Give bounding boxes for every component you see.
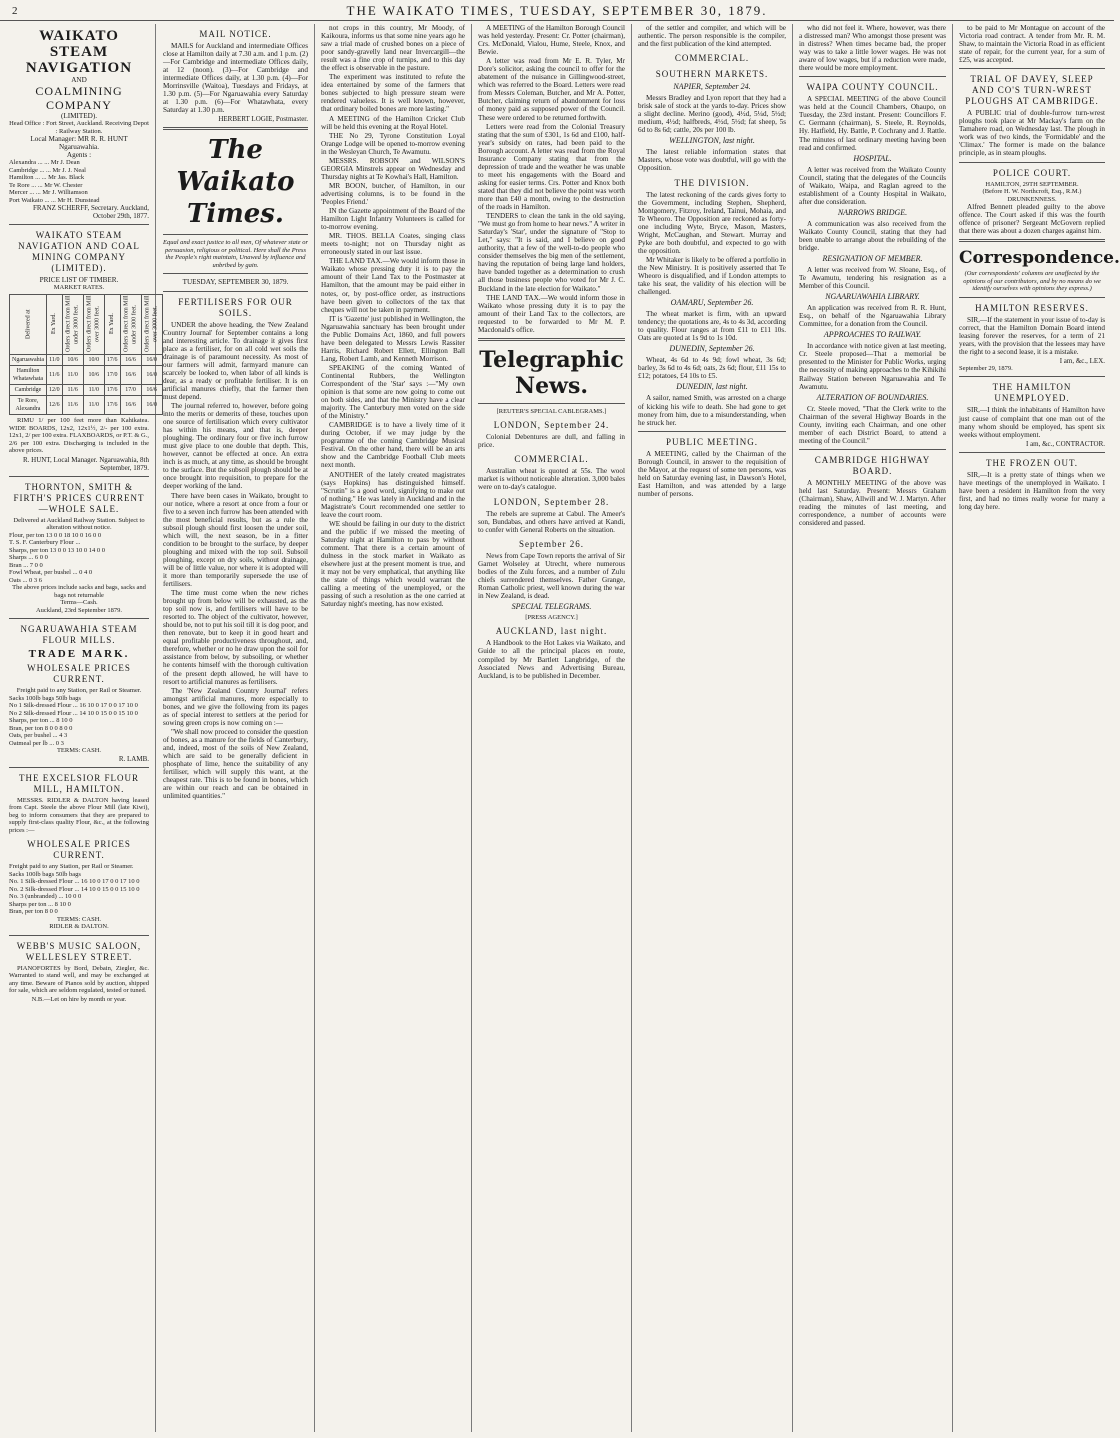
timber-price-table <box>9 294 163 415</box>
price-line: No. 2 Silk-dressed Flour ... 14 10 0 15 0 0 15 10 0 <box>9 885 140 893</box>
article-paragraph: UNDER the above heading, the 'New Zealand Country Journal' for September contains a long and interesting article. To drainage it gives first place as a fertiliser, for on all cold wet soils the drainage is of paramount necessity. As most of our farmers will admit, farmyard manure can scarcely be looked to, when labor of all kinds is dear, as a ready or profitable fertiliser. It is on artificial manures chiefly, that the farmer then must depend. <box>163 320 308 401</box>
letter-paragraph: SIR,—It is a pretty state of things when we have meetings of the unemployed in Waikato. I have been a resident in Hamilton from the very first, and had no times really worse for many a long day here. <box>959 470 1105 511</box>
news-item: CAMBRIDGE is to have a lively time of it during October, if we may judge by the programme of the coming Cambridge Musical Festival. On the other hand, there will be an arts show and the Cambridge Football Club meets next month. <box>321 421 465 470</box>
telegram-paragraph: News from Cape Town reports the arrival of Sir Garnet Wolseley at Utrecht, where numerous bodies of the Zulu forces, and a number of Zulu chiefs surrendered themselves. Father Grange, Roman Catholic priest, well known during the war in New Zealand, is dead. <box>478 551 625 600</box>
telegram-paragraph: The latest reckoning of the cards gives forty to the Government, including Stephen, Shepherd, Montgomery, Fitzroy, Ireland, Tainui, Mohaia, and Te Wheoro. The Opposition are reckoned as forty-one including Wyte, Bryce, Mason, Masters, Wright, McCaughan, and Stewart. Murray and Pyke are both doubtful, and expected to go with the opposition. <box>638 190 786 255</box>
table-row: Cambridge 12/0 11/6 11/0 17/6 17/0 16/6 <box>10 385 163 396</box>
dateline: DUNEDIN, last night. <box>676 382 748 392</box>
section-heading: COMMERCIAL. <box>514 454 589 465</box>
dateline: LONDON, September 24. <box>493 420 610 431</box>
price-line: Flour, per ton 13 0 0 18 10 0 16 0 0 <box>9 531 102 539</box>
price-line: Oats ... 0 3 6 <box>9 576 43 584</box>
article-paragraph: THE LAND TAX.—We would inform those in Waikato whose pressing duty it is to pay the amount of their Land Tax to the collectors, are requested to be forwarded to Mr M. P. Macdonald's office. <box>478 293 625 334</box>
dateline: OAMARU, September 26. <box>670 298 754 308</box>
sub-heading: (Before H. W. Northcroft, Esq., R.M.) <box>982 188 1082 196</box>
ad-signature: R. HUNT, Local Manager. Ngaruawahia, 8th September, 1879. <box>22 455 149 472</box>
telegram-paragraph: The rebels are supreme at Cabul. The Ameer's son, Bundabas, and others have arrived at Kandi, to confer with General Roberts on the situation. <box>478 509 625 534</box>
dateline: September 26. <box>519 538 584 549</box>
agent-line: Cambridge ... ... Mr J. J. Neal <box>9 166 86 174</box>
article-paragraph: The time must come when the new riches brought up from below will be exhausted, as the top soil now is, and fertilisers will have to be resorted to. The object of the cultivator, however, should be, not to put his soil till it is dog poor, and then renovate, but to keep it in good heart and equal profitable productiveness throughout, and, therefore, whether or no he draw upon the soil for assistance from below, by subsoiling, or whether he contents himself with the thorough cultivation of the present depth allowed, he will have to resort to artificial manures as fertilisers. <box>163 589 308 686</box>
price-line: Oats, per bushel ... 4 3 <box>9 732 68 740</box>
article-paragraph: A letter was received from W. Sloane, Esq., of Te Awamutu, tendering his resignation as a Member of this Council. <box>799 266 946 291</box>
price-line: Sharps, per ton ... 8 10 0 <box>9 717 73 725</box>
ad-waikato-steam-sub: COALMINING COMPANY <box>35 84 123 113</box>
ad-limited: (LIMITED). <box>60 112 98 121</box>
section-heading: CAMBRIDGE HIGHWAY BOARD. <box>814 454 931 476</box>
section-heading: POLICE COURT. <box>992 167 1072 178</box>
letter-paragraph: SIR,—If the statement in your issue of to-day is correct, that the Hamilton Domain Board intend leasing forever the reserves, for a term of 21 years, with the provision that the lessees may have the right to a second lease, it is a mistake. <box>959 315 1105 356</box>
ad-waikato-steam-title: WAIKATO STEAM NAVIGATION <box>25 28 133 76</box>
column-4 <box>473 24 630 1432</box>
article-paragraph: The journal referred to, however, before going into the merits or demerits of these, touches upon one source of fertilisation which every cultivator has within his means, and that is, deeper ploughing. The ordinary four or five inch furrow must give place to one double that depth. This, however, cannot be effected at once. An extra inch is as much, at any time, as should be brought to the surface. But the subsoil plough should be at once brought into requisition, to prepare for the deeper working of the land. <box>163 401 308 491</box>
price-line: Bran, per ton 8 0 0 <box>9 908 58 916</box>
ad-excelsior-text: MESSRS. RIDLER & DALTON having leased from Capt. Steele the above Flour Mill (late Kiwi), beg to inform consumers that they are prepared to supply first-class quality Flour, &c., at the following prices :— <box>9 796 149 834</box>
masthead <box>0 3 1114 21</box>
dateline: WELLINGTON, last night. <box>669 136 755 146</box>
section-heading: SPECIAL TELEGRAMS. <box>511 601 592 611</box>
news-item: ANOTHER of the lately created magistrates (says Hopkins) has distinguished himself. "Scrutin" is a good word, signifying to make out of nothing." He was lately in Auckland and in the Magistrate's Court recommended one settler to leave the court room. <box>321 470 465 519</box>
column-5 <box>633 24 791 1432</box>
ad-signature: RIDLER & DALTON. <box>49 923 109 931</box>
article-paragraph: The 'New Zealand Country Journal' refers amongst artificial manures, more especially to bones, and we give the following from its pages as of special interest to settlers at the period for sowing green crops is now coming on :— <box>163 686 308 727</box>
ad-agents-head: Agents : <box>66 151 92 160</box>
table-header: Orders direct from Mill under 3000 feet. <box>120 294 141 354</box>
news-item: IT is 'Gazette' just published in Wellington, the Ngaruawahia sanctuary has been brought under the Public Domains Act, 1860, and full powers have been delegated to Messrs Lewis Rassiter Harris, Richard Robert Ellett, Ellington Ball Lang, Robert Lamb, and Kenneth Morrison. <box>321 314 465 363</box>
ad-date: Auckland, 23rd September 1879. <box>35 606 123 614</box>
price-line: No 2 Silk-dressed Flour ... 14 10 0 15 0 0 15 10 0 <box>9 709 138 717</box>
telegram-paragraph: Mr Whitaker is likely to be offered a portfolio in the New Ministry. It is positively asserted that Te Wheoro is disqualified, and if London attempts to take his seat, the validity of his election will be challenged. <box>638 255 786 297</box>
correspondence-flag: Correspondence. <box>959 248 1120 269</box>
news-item: MR BOON, butcher, of Hamilton, in our advertising columns, is to be found in the 'Peoples Friend.' <box>321 181 465 206</box>
section-heading: SOUTHERN MARKETS. <box>655 69 769 80</box>
sub-heading: DRUNKENNESS. <box>1007 195 1057 203</box>
section-heading: THE DIVISION. <box>674 177 750 188</box>
sub-heading: NARROWS BRIDGE. <box>837 207 908 217</box>
ad-terms: TERMS: CASH. <box>56 747 102 755</box>
sub-heading: HOSPITAL. <box>853 153 892 163</box>
price-line: Fowl Wheat, per bushel ... 0 4 0 <box>9 569 93 577</box>
trade-mark-text: TRADE MARK. <box>28 648 130 661</box>
ad-signature: R. LAMB. <box>118 754 149 763</box>
agent-line: Port Waikato ... ... Mr H. Dunstead <box>9 196 100 204</box>
agent-line: Te Rore ... ... Mr W. Chester <box>9 181 83 189</box>
section-heading: THE HAMILTON UNEMPLOYED. <box>992 382 1072 404</box>
ad-thornton-foot: The above prices include sacks and bags, sacks and bags not returnable <box>12 584 146 599</box>
section-heading: HAMILTON RESERVES. <box>975 302 1089 313</box>
ad-music-saloon-foot: N.B.—Let on hire by month or year. <box>31 995 127 1003</box>
table-header: Delivered at <box>10 294 47 354</box>
price-line: Bran ... 7 0 0 <box>9 561 43 569</box>
dateline: AUCKLAND, last night. <box>495 626 608 637</box>
section-heading: COMMERCIAL. <box>674 53 750 64</box>
column-2 <box>158 24 313 1432</box>
table-header: Orders direct from Mill over 3000 feet. <box>141 294 162 354</box>
article-paragraph: not crops in this country, Mr Moody, of Kaikoura, informs us that some nine years ago he saw a trial made of crushed bones on a piece of poor sandy-gravelly land near Invercargill—the result was a fine crop of turnips, and to this day the effect is observable in the pasture. <box>321 24 465 73</box>
article-paragraph: There have been cases in Waikato, brought to our notice, where a resort at once from a four or five to a seven inch furrow has been attended with the most beneficial results, but as a rule the subsoil plough should first loosen the under soil, which will, the next season, be in a fitter condition to be brought to the surface, by deeper ploughing and mixed with the top soil. Subsoil ploughing, except on dry soils, without drainage, will be of little value, nor where it is adopted will it more than temporarily supersede the use of fertilisers. <box>163 491 308 589</box>
ad-music-saloon-title: WEBB'S MUSIC SALOON, WELLESLEY STREET. <box>16 940 142 962</box>
agent-line: Hamilton ... ... Mr Jas. Black <box>9 174 85 182</box>
ad-and: AND <box>71 76 87 84</box>
ad-thornton-text: Delivered at Auckland Railway Station. Subject to alteration without notice. <box>13 516 145 532</box>
article-paragraph: A MONTHLY MEETING of the above was held last Saturday. Present: Messrs Graham (Chairman), Shaw, Allwill and W. J. Martyn. After reading the minutes of last meeting, and correspondence, a number of accounts were considered and passed. <box>799 478 946 528</box>
ad-music-saloon-text: PIANOFORTES by Bord, Debain, Ziegler, &c. Warranted to stand well, and may be exchanged at any time. Beware of Pianos sold by auction, shipped for sale, which are seldom regulated, tested or tuned. <box>9 964 149 995</box>
news-item: SPEAKING of the coming Wanted of Continental Rubbers, the Wellington Correspondent of the 'Star' says :—"My own opinion is that some are now going to come out on both sides, and that the Ministry have a clear majority. The Canterbury men voted on the side of the Ministry." <box>321 363 465 421</box>
telegram-paragraph: The latest reliable information states that Masters, whose vote was doubtful, will go with the Opposition. <box>638 148 786 173</box>
news-item: A MEETING of the Hamilton Cricket Club will be held this evening at the Royal Hotel. <box>321 114 465 131</box>
price-line: Sacks 100lb bags 50lb bags <box>9 870 81 878</box>
correspondence-note: (Our correspondents' columns are unaffected by the opinions of our contributors, and by no means do we identify ourselves with opinions they express.) <box>963 270 1101 293</box>
ad-place: Ngaruawahia. <box>58 143 100 152</box>
article-paragraph: A PUBLIC trial of double-furrow turn-wrest ploughs took place at Mr Mackay's farm on the Tamahere road, on Wednesday last. The plough in work was of two kinds, the 'Formidable' and the 'Climax.' The former is made on the balance principle, as in steam ploughs. <box>959 109 1105 158</box>
article-paragraph: Cr. Steele moved, "That the Clerk write to the Chairman of the several Highway Boards in the County, inviting each Chairman, and one other member of each District Board, to attend a meeting of the Council." <box>799 404 946 445</box>
price-line: T. S. F. Canterbury Flour ... <box>9 539 81 547</box>
ad-thornton-title: THORNTON, SMITH & FIRTH'S PRICES CURRENT—WHOLE SALE. <box>13 481 145 514</box>
table-header: Orders direct from Mill under 3000 feet. <box>62 294 83 354</box>
ad-excelsior-title: THE EXCELSIOR FLOUR MILL, HAMILTON. <box>19 772 139 794</box>
section-heading: PUBLIC MEETING. <box>666 436 758 447</box>
article-paragraph: TENDERS to clean the tank in the old saying, "We must go from home to hear news." A writer in Saturday's 'Star', under the signature of "Stop to Let," says: "It is said, and I believe on good authority, that a few of the well-to-do people who consider themselves the big men of the settlement, having the reputation of being large land holders, have banded together as a determination to crush all those business people who voted for Mr J. C. Buckland in the late election for Waikato." <box>478 212 625 293</box>
mail-notice-signature: HERBERT LOGIE, Postmaster. <box>218 115 308 124</box>
ad-timber-sub: PRICE LIST OF TIMBER. <box>39 276 119 285</box>
table-row: Ngaruawahia 11/0 10/6 10/0 17/6 16/6 16/0 <box>10 354 163 365</box>
table-header: Ex Yard. <box>46 294 62 354</box>
price-line: Sacks 100lb bags 50lb bags <box>9 694 81 702</box>
price-line: Bran, per ton 8 0 0 8 0 0 <box>9 724 73 732</box>
article-paragraph: An application was received from R. R. Hunt, Esq., on behalf of the Ngaruawahia Library Committee, for a donation from the Council. <box>799 304 946 329</box>
article-paragraph: of the settler and compiler, and which will be authentic. The person responsible is the compiler, and the first publication of the kind attempted. <box>638 24 786 49</box>
article-paragraph: who did not feel it. Where, however, was there a distressed man? Who amongst those present was in distress? When times became bad, the proper way was to take a little lower wages. He was not aware of low wages, but if a reduction were made, there would be more employment. <box>799 24 946 73</box>
article-paragraph: In accordance with notice given at last meeting, Cr. Steele proposed—That a memorial be presented to the Minister for Public Works, urging the necessity of making approaches to the Kihikihi Railway Station between Ngaruawahia and Te Awamutu. <box>799 342 946 391</box>
section-heading: THE FROZEN OUT. <box>985 457 1079 468</box>
table-row: Te Rore, Alexandra 12/6 11/6 11/0 17/6 16/6 16/0 <box>10 396 163 415</box>
ad-office: Head Office : Fort Street, Auckland. Receiving Depot : Railway Station. <box>9 120 149 135</box>
price-line: Sharps per ton ... 8 10 0 <box>9 900 71 908</box>
column-rule <box>155 24 156 1432</box>
column-1 <box>4 24 159 1432</box>
column-rule <box>792 24 793 1432</box>
newspaper-flag: The Waikato Times. <box>176 135 295 230</box>
section-heading: TRIAL OF DAVEY, SLEEP AND CO'S TURN-WREST PLOUGHS AT CAMBRIDGE. <box>965 74 1099 107</box>
letter-date: September 29, 1879. <box>959 364 1013 372</box>
trade-mark-logo <box>9 648 149 661</box>
table-header: Ex Yard. <box>104 294 120 354</box>
article-paragraph: A communication was also received from the Waikato County Council, stating that they had been unable to arrange about the rebuilding of the bridge. <box>799 219 946 252</box>
news-item: MR. THOS. BELLA Coates, singing class meets to-night; not on Thursday night as erroneously stated in our last issue. <box>321 232 465 257</box>
article-paragraph: to be paid to Mr Montague on account of the Victoria road contract. A tender from Mr. R. M. Shaw, to maintain the Victoria Road in as efficient state of repair, for the current year, for a sum of £25, was accepted. <box>959 24 1105 65</box>
mail-notice-heading: MAIL NOTICE. <box>199 29 272 39</box>
letter-signature: I am, &c., CONTRACTOR. <box>1025 439 1105 448</box>
news-item: WE should be failing in our duty to the district and the public if we missed the meeting of Saturday night at Hamilton to pass by without comment. That there is a certain amount of dulness in the stock market in Waikato as elsewhere just at the present moment is true, and it may not be very emphatical, that anything like the state of things which would warrant the calling a meeting of the unemployed, or the passing of such a resolution as the one carried at Saturday night's meeting, has now existed. <box>321 519 465 609</box>
telegraphic-news-flag: Telegraphic News. <box>479 346 624 399</box>
section-heading: WAIPA COUNTY COUNCIL. <box>806 82 939 93</box>
price-line: No 1 Silk-dressed Flour ... 16 10 0 17 0 0 17 10 0 <box>9 702 138 710</box>
price-line: Sharps, per ton 13 0 0 13 10 0 14 0 0 <box>9 546 106 554</box>
ad-timber-title: WAIKATO STEAM NAVIGATION AND COAL MINING COMPANY (LIMITED). <box>18 230 140 274</box>
ad-local-manager: Local Manager: MR R. R. HUNT <box>30 135 128 144</box>
telegram-paragraph: Messrs Bradley and Lyon report that they had a brisk sale of stock at the yards to-day. Prices show a slight decline. Merino (good), 4½d, 5¼d, 5½d; medium, 4½d; halfbreds, 4½d, 5½d; fat sheep, 5s 6d to 8s 6d; cattle, 20s per 100 lb. <box>638 94 786 135</box>
article-heading: FERTILISERS FOR OUR SOILS. <box>178 296 293 318</box>
article-paragraph: The experiment was instituted to refute the idea entertained by some of the farmers that bones subjected to high pressure steam were rendered valueless. It is well known, however, that ordinary boiled bones are more lasting." <box>321 73 465 114</box>
news-item: THE No 29, Tyrone Constitution Loyal Orange Lodge will be opened to-morrow evening in the Wesleyan Church, Te Awamutu. <box>321 131 465 156</box>
mail-notice-text: MAILS for Auckland and intermediate Offices close at Hamilton daily at 7.30 a.m. and 1 p.m. (2)—For Cambridge and intermediate Offices daily, at 12 (noon). (3)—For Cambridge and intermediate Offices daily, at 1.30 p.m. (4)—For Morrinsville (Waitoa), Tuesdays and Fridays, at 1.30 p.m. (5)—For Ngaruawahia every Saturday at 1.30 p.m. (6)—For Whatawhata, every Saturday at 1.30 p.m. <box>163 42 308 115</box>
news-item: IN the Gazette appointment of the Board of the Hamilton Light Infantry Volunteers is called for to-morrow evening. <box>321 207 465 232</box>
article-paragraph: A letter was read from Mr E. R. Tyler, Mr Dore's solicitor, asking the council to offer for the abatement of the nuisance in Gillingwood-street, which was referred to the Board. Letters were read from Messrs Coleman, Butcher, and Mr A. Potter, Butcher, claiming return of abandonment for loss of money paid as supposed power of the Council. These were ordered to be returned forthwith. <box>478 57 625 122</box>
newspaper-motto: Equal and exact justice to all men, Of whatever state or persuasion, religious or political. Here shall the Press the People's right maintain, Unawed by influence and unbribed by gain. <box>163 239 308 269</box>
dateline: DUNEDIN, September 26. <box>669 344 755 354</box>
page-number: 2 <box>12 5 18 17</box>
price-line: No. 1 Silk-dressed Flour ... 16 10 0 17 0 0 17 10 0 <box>9 878 140 886</box>
sub-heading: HAMILTON, 29TH SEPTEMBER. <box>985 180 1079 188</box>
table-header: Orders direct from Mill over 3000 feet. <box>83 294 104 354</box>
sub-heading: RESIGNATION OF MEMBER. <box>822 254 923 264</box>
sub-heading: NGAARUAWAHIA LIBRARY. <box>825 292 920 302</box>
table-row: Hamilton Whatawhata 11/6 11/0 10/6 17/0 16/6 16/0 <box>10 365 163 384</box>
telegram-paragraph: Australian wheat is quoted at 55s. The wool market is without noticeable alteration. 3,000 bales were on to-day's catalogue. <box>478 467 625 492</box>
column-rule <box>471 24 472 1432</box>
dateline: LONDON, September 28. <box>493 496 610 507</box>
column-rule <box>314 24 315 1432</box>
ad-wholesale-title: WHOLESALE PRICES CURRENT. <box>27 663 131 685</box>
column-6 <box>794 24 951 1432</box>
column-rule <box>952 24 953 1432</box>
ad-terms: Terms—Cash. <box>60 599 98 607</box>
column-7 <box>954 24 1120 1432</box>
news-item: THE LAND TAX.—We would inform those in Waikato whose pressing duty it is to pay the amount of their Land Tax to the Postmaster at Hamilton, that the amount may be paid either in notes, or, by post-office order, as instructions have been given to collectors of the tax that cheques will not be taken in payment. <box>321 257 465 314</box>
ad-timber-note: MARKET RATES. <box>53 284 105 292</box>
ad-terms: TERMS: CASH. <box>56 915 102 923</box>
ad-freight: Freight paid to any Station, per Rail or Steamer. <box>16 687 142 695</box>
article-paragraph: Letters were read from the Colonial Treasury stating that the sum of £301, 1s 6d and £100, half-year's subsidy on rates, had been paid to the Borough account. A letter was read from the Royal Insurance Company stating that from the depression of trade and the weather he was unable to meet his engagements with the Board and asking for easier terms. Crs. Potter and Knox both stated that they did not believe the point was worth more than £40 a month, owing to the destruction of the roads in Hamilton. <box>478 122 625 212</box>
ad-timber-text: RIMU 1/ per 100 feet more than Kahikatea. WIDE BOARDS, 12x2, 12x1½, 2/- per 100 extra. 12x1, 2/ per 100 extra. FLAXBOARDS, or P.T. & G., 2/6 per 100 extra. Discharging is included in the above prices. <box>9 417 149 455</box>
telegram-source: [REUTER'S SPECIAL CABLEGRAMS.] <box>496 407 607 415</box>
sub-heading: ALTERATION OF BOUNDARIES. <box>816 392 929 402</box>
news-item: MESSRS. ROBSON and WILSON'S GEORGIA Minstrels appear on Wednesday and Thursday nights at Te Kowhai's Hall, Hamilton. <box>321 156 465 181</box>
ad-signature: FRANZ SCHERFF, Secretary. Auckland, October 29th, 1877. <box>32 204 149 221</box>
article-paragraph: A letter was received from the Waikato County Council, stating that the delegates of the Councils of Waikato, Waipa, and Raglan agreed to the establishment of a County Hospital in Waikato, after due consideration. <box>799 165 946 206</box>
article-paragraph: A MEETING, called by the Chairman of the Borough Council, in answer to the requisition of the Mayor, at the request of some ten persons, was held on Saturday evening last, in Dawson's Hotel, East Hamilton, and was attended by a large number of persons. <box>638 449 786 498</box>
telegram-paragraph: Wheat, 4s 6d to 4s 9d; fowl wheat, 3s 6d; barley, 3s 6d to 4s 6d; oats, 2s 6d; flour, £11 15s to £12; potatoes, £4 10s to £5. <box>638 356 786 381</box>
article-paragraph: Alfred Bennett pleaded guilty to the above offence. The Court asked if this was the fourth offence of prisoner? Sergeant McGovern replied that there was about a dozen charges against him. <box>959 203 1105 236</box>
sub-heading: APPROACHES TO RAILWAY. <box>823 330 922 340</box>
column-3 <box>316 24 470 1432</box>
telegram-source: [PRESS AGENCY.] <box>525 613 578 621</box>
article-paragraph: A MEETING of the Hamilton Borough Council was held yesterday. Present: Cr. Potter (chairman), Crs. McDonald, Vialou, Hume, Steele, Knox, and Bewie. <box>478 24 625 57</box>
issue-date: TUESDAY, SEPTEMBER 30, 1879. <box>182 278 289 287</box>
ad-ngaruawahia-mill-title: NGARUAWAHIA STEAM FLOUR MILLS. <box>20 624 138 646</box>
price-line: No. 3 (unbranded) ... 10 0 0 <box>9 893 82 901</box>
price-line: Oatmeal per lb ... 0 3 <box>9 739 64 747</box>
article-paragraph: "We shall now proceed to consider the question of bones, as a manure for the fields of Canterbury, and, indeed, most of the soils of New Zealand, which are said to be generally deficient in phosphate of lime, hence the suitability of any fertiliser, which will supply this want, at the cheapest rate. This is to be found in bones, which are within our reach and can be obtained in unlimited quantities." <box>163 727 308 801</box>
agent-line: Alexandra ... ... Mr J. Dean <box>9 159 80 167</box>
masthead-title: THE WAIKATO TIMES, TUESDAY, SEPTEMBER 30, 1879. <box>346 3 768 18</box>
article-paragraph: A SPECIAL MEETING of the above Council was held at the Council Chambers, Ohaupo, on Tuesday, the 23rd instant. Present: Councillors F. C. Germann (chairman), S. Steele, R. Reynolds, Hy. Hatfield, Hy. Battle, P. Cochrany and J. Rattle. The minutes of last ordinary meeting having been read and confirmed. <box>799 95 946 152</box>
dateline: NAPIER, September 24. <box>673 82 751 92</box>
telegram-paragraph: The wheat market is firm, with an upward tendency; the quotations are, 4s to 4s 3d, according to quality. Flour ranges at from £11 to £11 10s. Oats are quoted at 1s 9d to 1s 10d. <box>638 310 786 343</box>
telegram-paragraph: A sailor, named Smith, was arrested on a charge of kicking his wife to death. She had gone to get money from him, due to a misunderstanding, when he struck her. <box>638 394 786 427</box>
letter-paragraph: SIR,—I think the inhabitants of Hamilton have just cause of complaint that one man out of the many whom should be employed, has spent six weeks without employment. <box>959 406 1105 439</box>
letter-signature: I am, &c., LEX. <box>1059 356 1105 365</box>
column-rule <box>631 24 632 1432</box>
price-line: Sharps ... 6 0 0 <box>9 554 48 562</box>
telegram-paragraph: Colonial Debentures are dull, and falling in price. <box>478 433 625 450</box>
agent-line: Mercer ... ... Mr J. Williamson <box>9 189 88 197</box>
price-line: Freight paid to any Station, per Rail or Steamer. <box>9 863 134 871</box>
telegram-paragraph: A Handbook to the Hot Lakes via Waikato, and Guide to all the principal places en route, compiled by Mr Bartlett Langbridge, of the Associated News and Advertising Bureau, Auckland, is to be published in December. <box>478 639 625 680</box>
ad-wholesale-title: WHOLESALE PRICES CURRENT. <box>27 839 131 861</box>
